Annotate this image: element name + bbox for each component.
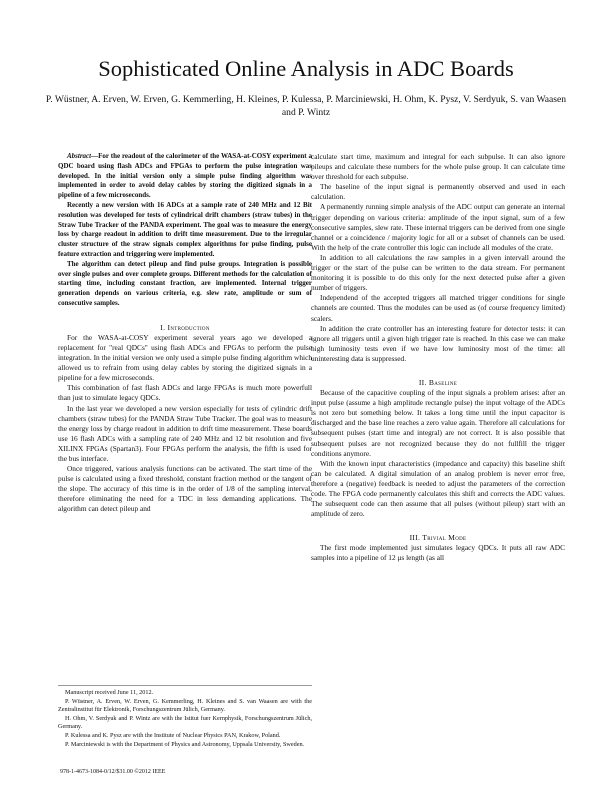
right-paragraph-6: In addition the crate controller has an interesting feature for detector tests: it can ignore all triggers until a given high trigger rate is reached. In this case we can make high luminosity tests even if we have low luminosity most of the time: all uninteresting data is suppressed. — [311, 323, 565, 363]
footnotes — [58, 685, 312, 749]
footnote-affiliation-2: H. Ohm, V. Serdyuk and P. Wintz are with the Istitut fuer Kernphysik, Forschungszentrum Jülich, Germany. — [58, 714, 312, 731]
section-heading-baseline: II. Baseline — [418, 377, 458, 387]
author-list: P. Wüstner, A. Erven, W. Erven, G. Kemmerling, H. Kleines, P. Kulessa, P. Marciniewski, H. Ohm, K. Pysz, V. Serdyuk, S. van Waasen and P. Wintz — [45, 94, 567, 118]
abstract-paragraph-1: —For the readout of the calorimeter of the WASA-at-COSY experiment a QDC board using flash ADCs and FPGAs to perform the pulse integration was developed. In the initial version only a simple pulse finding algorithm was implemented in order to avoid delay cables by storing the digitized signals in a pipeline of a few microseconds. — [58, 152, 312, 200]
footnote-affiliation-4: P. Marciniewski is with the Department of Physics and Astronomy, Uppsala University, Sweden. — [65, 740, 305, 748]
right-column — [311, 152, 565, 564]
section-heading-trivial-mode: III. Trivial Mode — [409, 533, 467, 543]
abstract-lead: Abstract — [67, 152, 92, 160]
section-heading-introduction: I. Introduction — [160, 322, 210, 332]
right-paragraph-5: Independend of the accepted triggers all matched trigger conditions for single channels are counted. Thus the modules can be used as (of course frequency limited) scalers. — [311, 293, 565, 323]
left-column — [58, 152, 312, 515]
abstract-paragraph-3: The algorithm can detect pileup and find pulse groups. Integration is possible over single pulses and over complete groups. Different methods for the calculation of starting time, including constant fraction, are implemented. Internal trigger generation depends on various criteria, e.g. slew rate, amplitude or sum of consecutive samples. — [58, 259, 312, 307]
right-paragraph-2: The baseline of the input signal is permanently observed and used in each calculation. — [311, 182, 565, 202]
intro-paragraph-3: In the last year we developed a new version especially for tests of cylindric drift chambers (straw tubes) for the PANDA Straw Tube Tracker. The goal was to measure the energy loss by charge readout in addition to drift time measurement. These boards use 16 flash ADCs with a sampling rate of 240 MHz and 12 bit resolution and five XILINX FPGAs (Spartan3). Four FPGAs perform the analysis, the fifth is used for the bus interface. — [58, 403, 312, 463]
copyright-line: 978-1-4673-1084-0/12/$31.00 ©2012 IEEE — [60, 769, 166, 775]
intro-paragraph-4: Once triggered, various analysis functions can be activated. The start time of the pulse is calculated using a fixed threshold, constant fraction method or the tangent of the slope. The accuracy of this time is in the order of 1/8 of the sampling interval, therefore eliminating the need for a TDC in less demanding applications. The algorithm can detect pileup and — [58, 464, 312, 514]
right-paragraph-3: A permanently running simple analysis of the ADC output can generate an internal trigger depending on various criteria: amplitude of the input signal, sum of a few consecutive samples, slew rate. These internal triggers can be derived from one single channel or a coincidence / majority logic for all or a subset of channels can be used. With the help of the crate controller this logic can include all modules of the crate. — [311, 202, 565, 252]
abstract-paragraph-2: Recently a new version with 16 ADCs at a sample rate of 240 MHz and 12 Bit resolution was developed for tests of cylindrical drift chambers (straw tubes) in the Straw Tube Tracker of the PANDA experiment. The goal was to measure the energy loss by charge readout in addition to drift time measurement. Due to the irregular cluster structure of the straw signals complex algorithms for pulse finding, pulse feature extraction and triggering were implemented. — [58, 200, 312, 258]
baseline-paragraph-2: With the known input characteristics (impedance and capacity) this baseline shift can be calculated. A digital simulation of an analog problem is never error free, therefore a (negative) feedback is needed to adjust the parameters of the correction code. The FPGA code permanently calculates this shift and corrects the ADC values. The subsequent code can then assume that all pulses (without pileup) start with an amplitude of zero. — [311, 458, 565, 519]
intro-paragraph-1: For the WASA-at-COSY experiment several years ago we developed a replacement for "real QDCs" using flash ADCs and FPGAs to perform the pulse integration. In the initial version we only used a simple pulse finding algorithm which allowed us to refrain from using delay cables by storing the digitized signals in a pipeline for a few microseconds. — [58, 332, 312, 383]
right-paragraph-4: In addition to all calculations the raw samples in a given intervall around the trigger or the start of the pulse can be written to the data stream. For permanent monitoring it is possible to do this only for the next detected pulse after a given number of triggers. — [311, 252, 565, 293]
abstract — [58, 152, 312, 309]
baseline-paragraph-1: Because of the capacitive coupling of the input signals a problem arises: after an input pulse (assume a high amplitude rectangle pulse) the input voltage of the ADCs is not zero but something below. It takes a long time until the input capacitor is discharged and the base line reaches a zero value again. Therefore all calculations for subsequent pulses (start time and integral) are not correct. It is also possible that subsequent pulses are not recognized because they do not fullfill the trigger conditions anymore. — [311, 388, 565, 458]
footnote-received: Manuscript received June 11, 2012. — [65, 689, 154, 696]
intro-paragraph-2: This combination of fast flash ADCs and large FPGAs is much more powerfull than just to simulate legacy QDCs. — [58, 383, 312, 403]
paper-title: Sophisticated Online Analysis in ADC Boards — [98, 56, 514, 81]
right-paragraph-1: calculate start time, maximum and integral for each subpulse. It can also ignore pileups and calculate these numbers for the whole pulse group. It can calculate time over threshold for each subpulse. — [311, 152, 565, 182]
trivial-paragraph-1: The first mode implemented just simulates legacy QDCs. It puts all raw ADC samples into a pipeline of 12 μs length (as all — [311, 543, 565, 563]
footnote-affiliation-1: P. Wüstner, A. Erven, W. Erven, G. Kemmerling, H. Kleines and S. van Waasen are with the Zentralinstitut für Elektronik, Forschungszentrum Jülich, Germany. — [58, 697, 312, 714]
footnote-affiliation-3: P. Kulessa and K. Pysz are with the Institute of Nuclear Physics PAN, Krakow, Poland. — [65, 731, 281, 739]
